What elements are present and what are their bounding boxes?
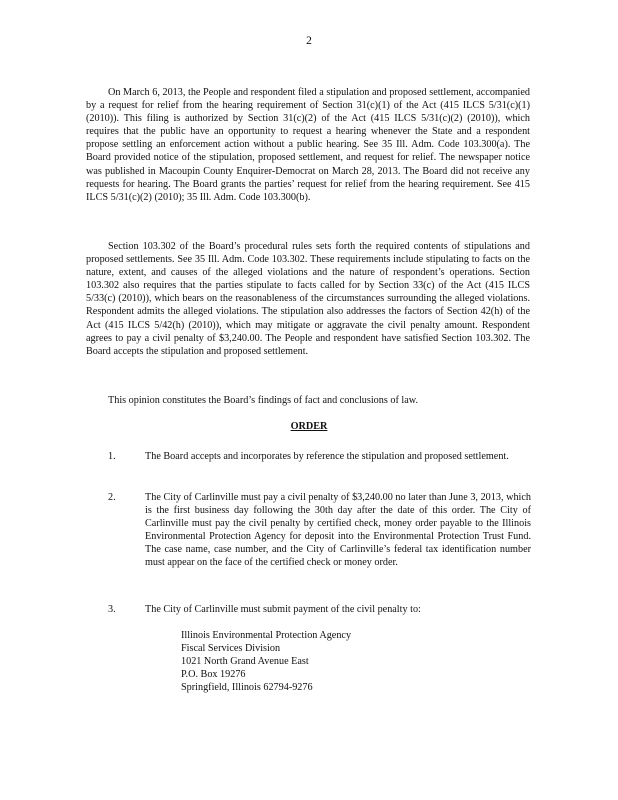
order-item-number: 3. <box>108 604 116 615</box>
paragraph-procedural-history <box>86 86 530 204</box>
order-item-number: 1. <box>108 451 116 462</box>
address-line: Fiscal Services Division <box>181 643 281 655</box>
address-line: Illinois Environmental Protection Agency <box>181 630 352 641</box>
page-number: 2 <box>306 35 312 47</box>
address-line: 1021 North Grand Avenue East <box>181 656 309 668</box>
paragraph-settlement-requirements <box>86 240 530 358</box>
order-item-text: The City of Carlinville must pay a civil penalty of $3,240.00 no later than June 3, 2013, which is the first business day following the 30th day after the date of this order. The City of Carlinville must pay the civil penalty by certified check, money order payable to the Illinois Environmental Protection Agency for deposit into the Environmental Protection Trust Fund. The case name, case number, and the City of Carlinville’s federal tax identification number must appear on the face of the certified check or money order. <box>145 492 531 569</box>
paragraph-text: Section 103.302 of the Board’s procedural rules sets forth the required contents of stipulations and proposed settlements. See 35 Ill. Adm. Code 103.302. These requirements include stipulating to facts on the nature, extent, and causes of the alleged violations and the nature of respondent’s operations. Section 103.302 also requires that the parties stipulate to facts called for by Section 33(c) of the Act (415 ILCS 5/33(c) (2010)), which bears on the reasonableness of the circumstances surrounding the alleged violations. Respondent admits the alleged violations. The stipulation also addresses the factors of Section 42(h) of the Act (415 ILCS 5/42(h) (2010)), which may mitigate or aggravate the civil penalty amount. Respondent agrees to pay a civil penalty of $3,240.00. The People and respondent have satisfied Section 103.302. The Board accepts the stipulation and proposed settlement. <box>86 241 530 357</box>
order-item-number: 2. <box>108 492 116 503</box>
paragraph-text: On March 6, 2013, the People and respondent filed a stipulation and proposed settlement, accompanied by a request for relief from the hearing requirement of Section 31(c)(1) of the Act (415 ILCS 5/31(c)(1) (2010)). This filing is authorized by Section 31(c)(2) of the Act (415 ILCS 5/31(c)(2) (2010)), which requires that the public have an opportunity to request a hearing whenever the State and a respondent propose settling an enforcement action without a public hearing. See 35 Ill. Adm. Code 103.300(a). The Board provided notice of the stipulation, proposed settlement, and request for relief. The newspaper notice was published in Macoupin County Enquirer-Democrat on March 28, 2013. The Board did not receive any requests for hearing. The Board grants the parties’ request for relief from the hearing requirement. See 415 ILCS 5/31(c)(2) (2010); 35 Ill. Adm. Code 103.300(b). <box>86 87 530 203</box>
paragraph-opinion-statement <box>86 394 530 407</box>
paragraph-text: This opinion constitutes the Board’s findings of fact and conclusions of law. <box>108 395 419 406</box>
payment-address <box>181 629 351 694</box>
order-heading: ORDER <box>290 421 328 432</box>
address-line: Springfield, Illinois 62794-9276 <box>181 682 313 694</box>
address-line: P.O. Box 19276 <box>181 669 246 681</box>
order-item-text: The Board accepts and incorporates by reference the stipulation and proposed settlement. <box>145 451 509 462</box>
order-item-text: The City of Carlinville must submit payment of the civil penalty to: <box>145 604 421 615</box>
